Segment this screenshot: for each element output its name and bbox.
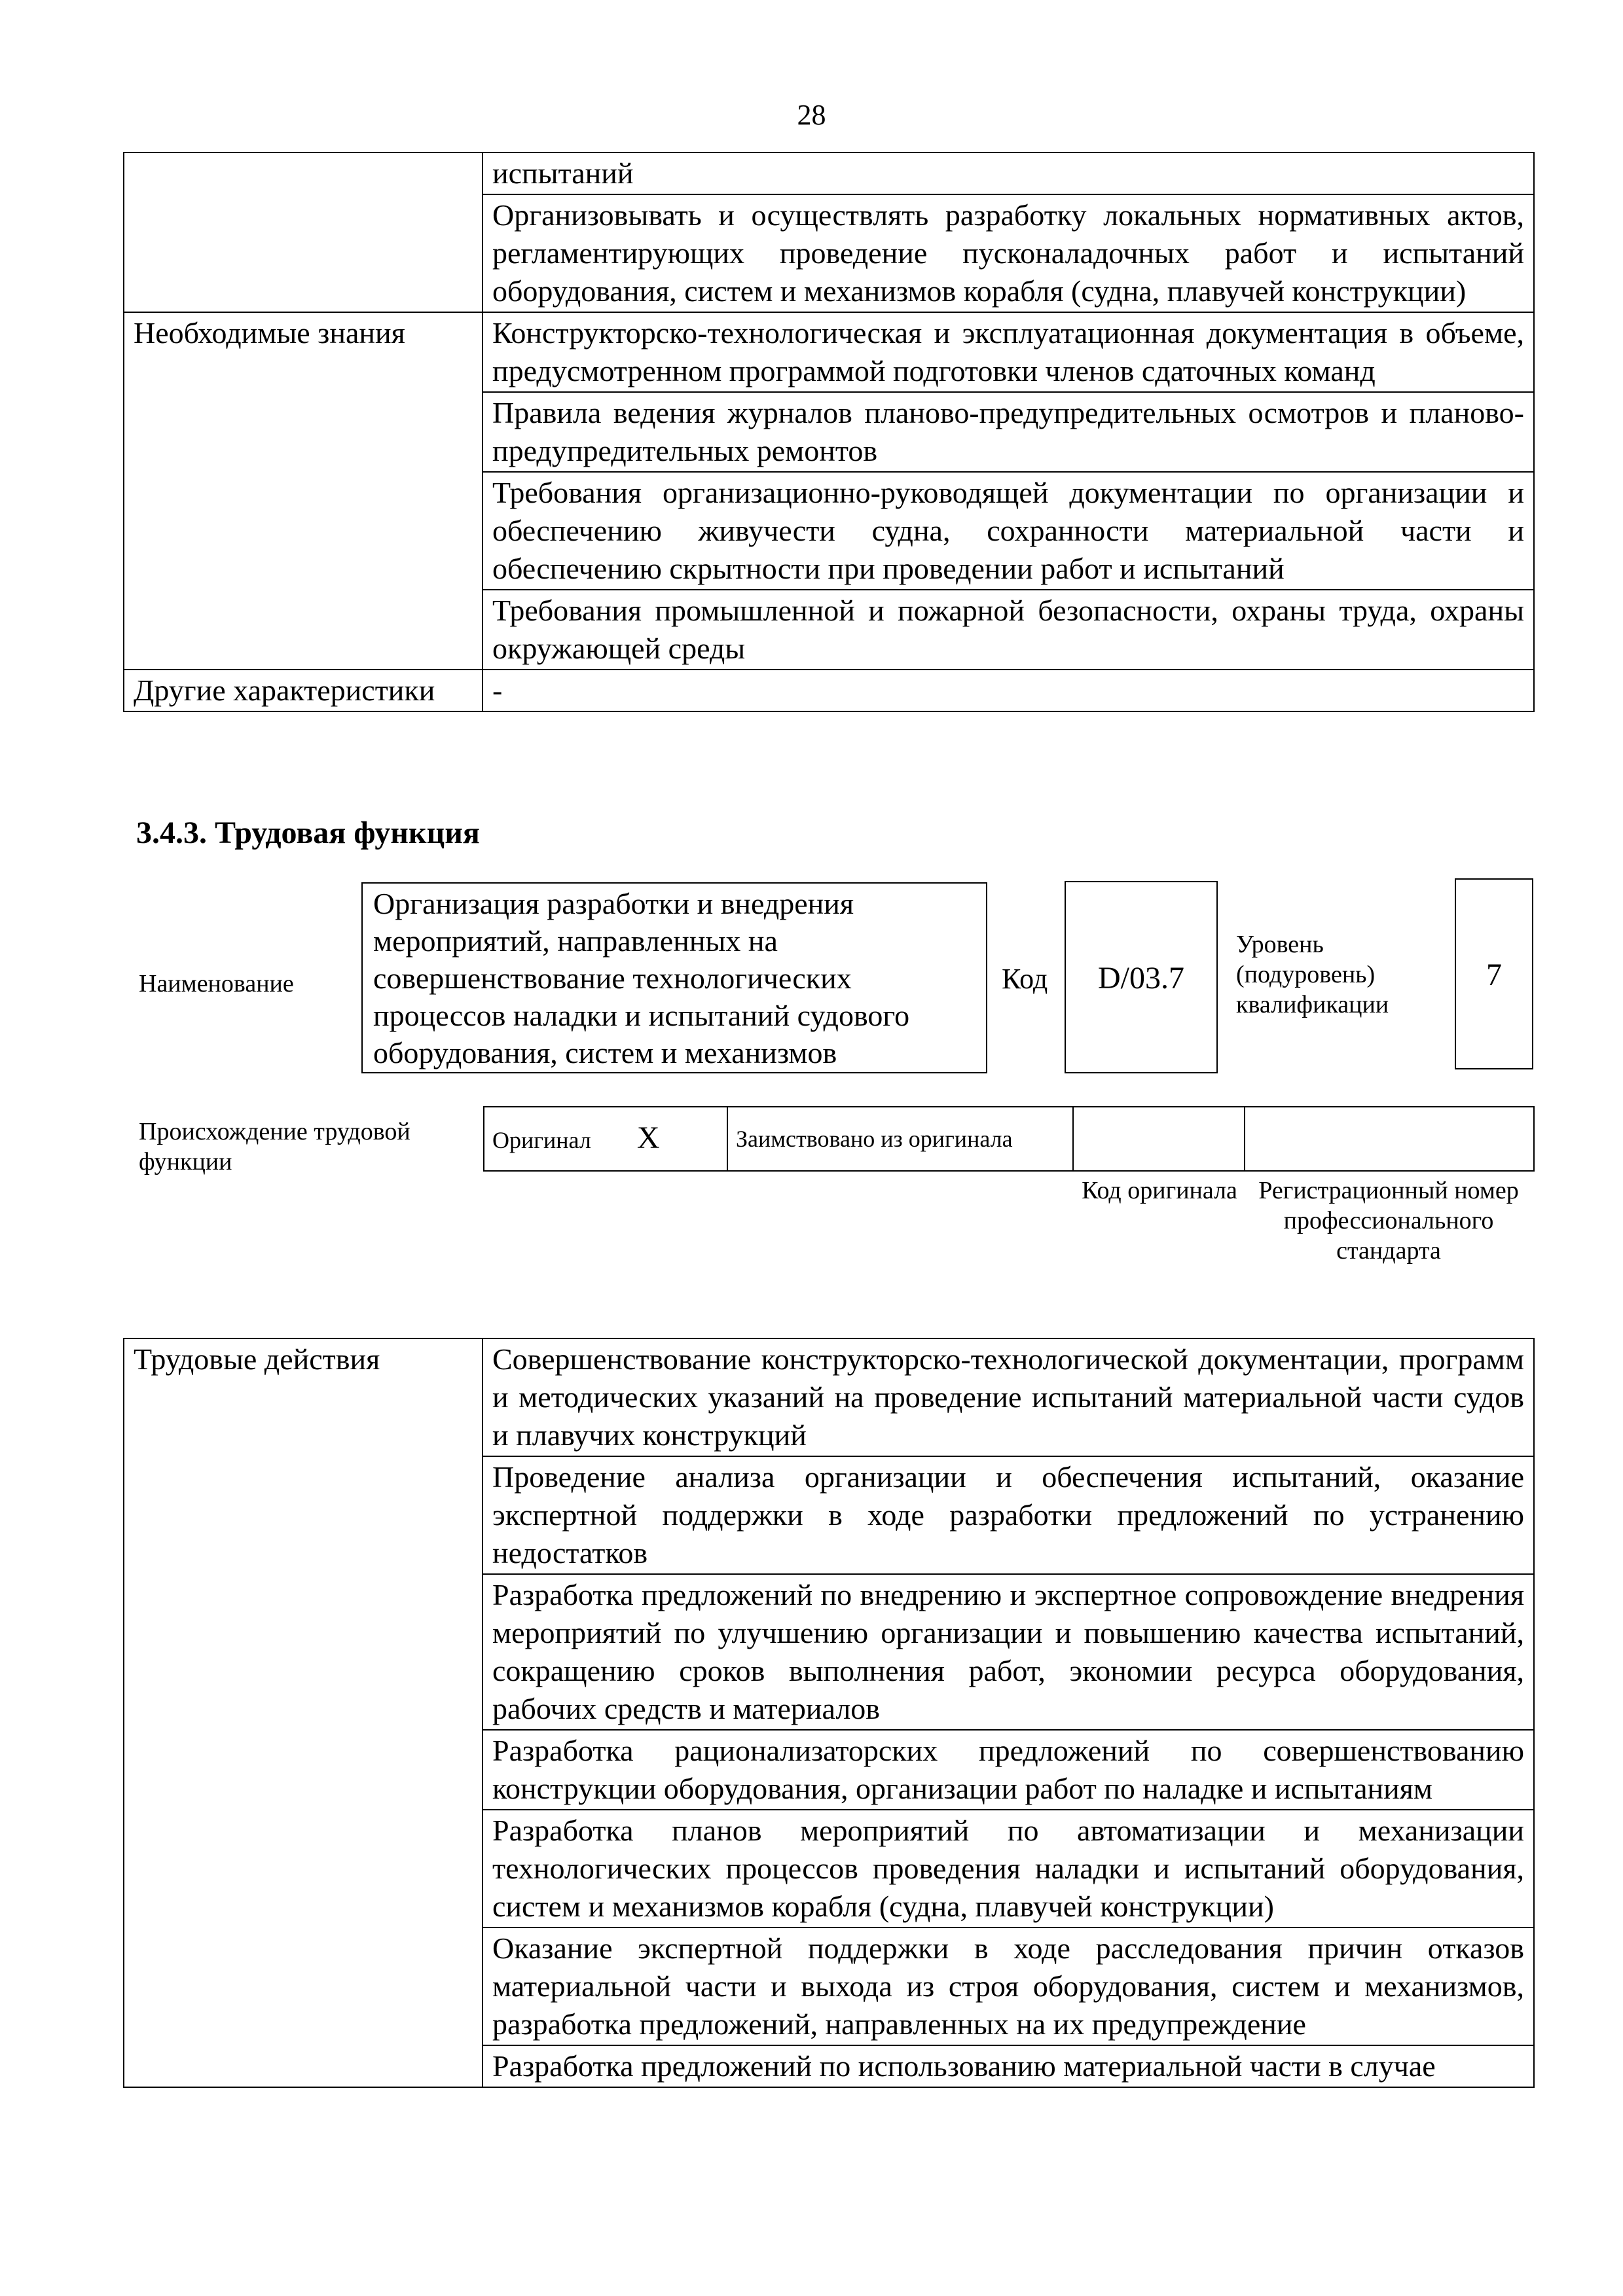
row-label-other: Другие характеристики bbox=[124, 670, 483, 711]
original-cell bbox=[484, 1107, 727, 1171]
qualification-level-box: 7 bbox=[1455, 878, 1533, 1069]
table-cell: Проведение анализа организации и обеспечения испытаний, оказание экспертной поддержки в ходе разработки предложений по устранению недостатков bbox=[483, 1456, 1534, 1574]
page-number: 28 bbox=[797, 99, 826, 131]
section-title: 3.4.3. Трудовая функция bbox=[136, 816, 480, 850]
table-cell: Требования промышленной и пожарной безопасности, охраны труда, охраны окружающей среды bbox=[483, 590, 1534, 670]
borrowed-cell: Заимствовано из оригинала bbox=[727, 1107, 1073, 1171]
table-cell: Конструкторско-технологическая и эксплуатационная документация в объеме, предусмотренном программой подготовки членов сдаточных команд bbox=[483, 312, 1534, 392]
table-row bbox=[484, 1107, 1534, 1171]
table-cell: - bbox=[483, 670, 1534, 711]
reg-number-cell bbox=[1245, 1107, 1534, 1171]
row-label-knowledge: Необходимые знания bbox=[124, 312, 483, 670]
function-name-box: Организация разработки и внедрения мероприятий, направленных на совершенствование технологических процессов наладки и испытаний судового оборудования, систем и механизмов bbox=[361, 882, 987, 1073]
original-mark: X bbox=[636, 1120, 660, 1155]
table-cell: Разработка рационализаторских предложений по совершенствованию конструкции оборудования, организации работ по наладке и испытаниям bbox=[483, 1730, 1534, 1810]
code-original-caption: Код оригинала bbox=[1082, 1177, 1237, 1204]
code-box: D/03.7 bbox=[1065, 881, 1218, 1073]
table-row bbox=[124, 152, 1534, 194]
row-label-actions: Трудовые действия bbox=[124, 1338, 483, 2087]
table-row bbox=[124, 312, 1534, 392]
table-cell: Требования организационно-руководящей документации по организации и обеспечению живучести судна, сохранности материальной части и обеспечению скрытности при проведении работ и испытаний bbox=[483, 472, 1534, 590]
table-row bbox=[124, 670, 1534, 711]
requirements-table bbox=[123, 152, 1535, 712]
original-label: Оригинал bbox=[492, 1126, 591, 1153]
name-label: Наименование bbox=[139, 970, 294, 997]
table-cell: Совершенствование конструкторско-технологической документации, программ и методических указаний на проведение испытаний материальной части судов и плавучих конструкций bbox=[483, 1338, 1534, 1456]
code-label: Код bbox=[1002, 963, 1048, 995]
origin-table bbox=[483, 1106, 1535, 1172]
table-cell: Правила ведения журналов планово-предупредительных осмотров и планово-предупредительных ремонтов bbox=[483, 392, 1534, 472]
code-original-cell bbox=[1073, 1107, 1245, 1171]
table-cell: Разработка планов мероприятий по автоматизации и механизации технологических процессов проведения наладки и испытаний оборудования, систем и механизмов корабля (судна, плавучей конструкции) bbox=[483, 1810, 1534, 1928]
labour-actions-table bbox=[123, 1338, 1535, 2088]
row-label bbox=[124, 152, 483, 312]
table-cell: Организовывать и осуществлять разработку локальных нормативных актов, регламентирующих проведение пусконаладочных работ и испытаний оборудования, систем и механизмов корабля (судна, плавучей конструкции) bbox=[483, 194, 1534, 312]
origin-label: Происхождение трудовой функции bbox=[139, 1118, 410, 1175]
qualification-level-label: Уровень (подуровень) квалификации bbox=[1236, 931, 1389, 1018]
table-cell: испытаний bbox=[483, 152, 1534, 194]
reg-number-caption: Регистрационный номер профессионального стандарта bbox=[1258, 1177, 1519, 1265]
table-cell: Оказание экспертной поддержки в ходе расследования причин отказов материальной части и выхода из строя оборудования, систем и механизмов, разработка предложений, направленных на их предупреждение bbox=[483, 1928, 1534, 2045]
table-cell: Разработка предложений по использованию материальной части в случае bbox=[483, 2045, 1534, 2087]
table-row bbox=[124, 1338, 1534, 1456]
table-cell: Разработка предложений по внедрению и экспертное сопровождение внедрения мероприятий по улучшению организации и повышению качества испытаний, сокращению сроков выполнения работ, экономии ресурса оборудования, рабочих средств и материалов bbox=[483, 1574, 1534, 1730]
